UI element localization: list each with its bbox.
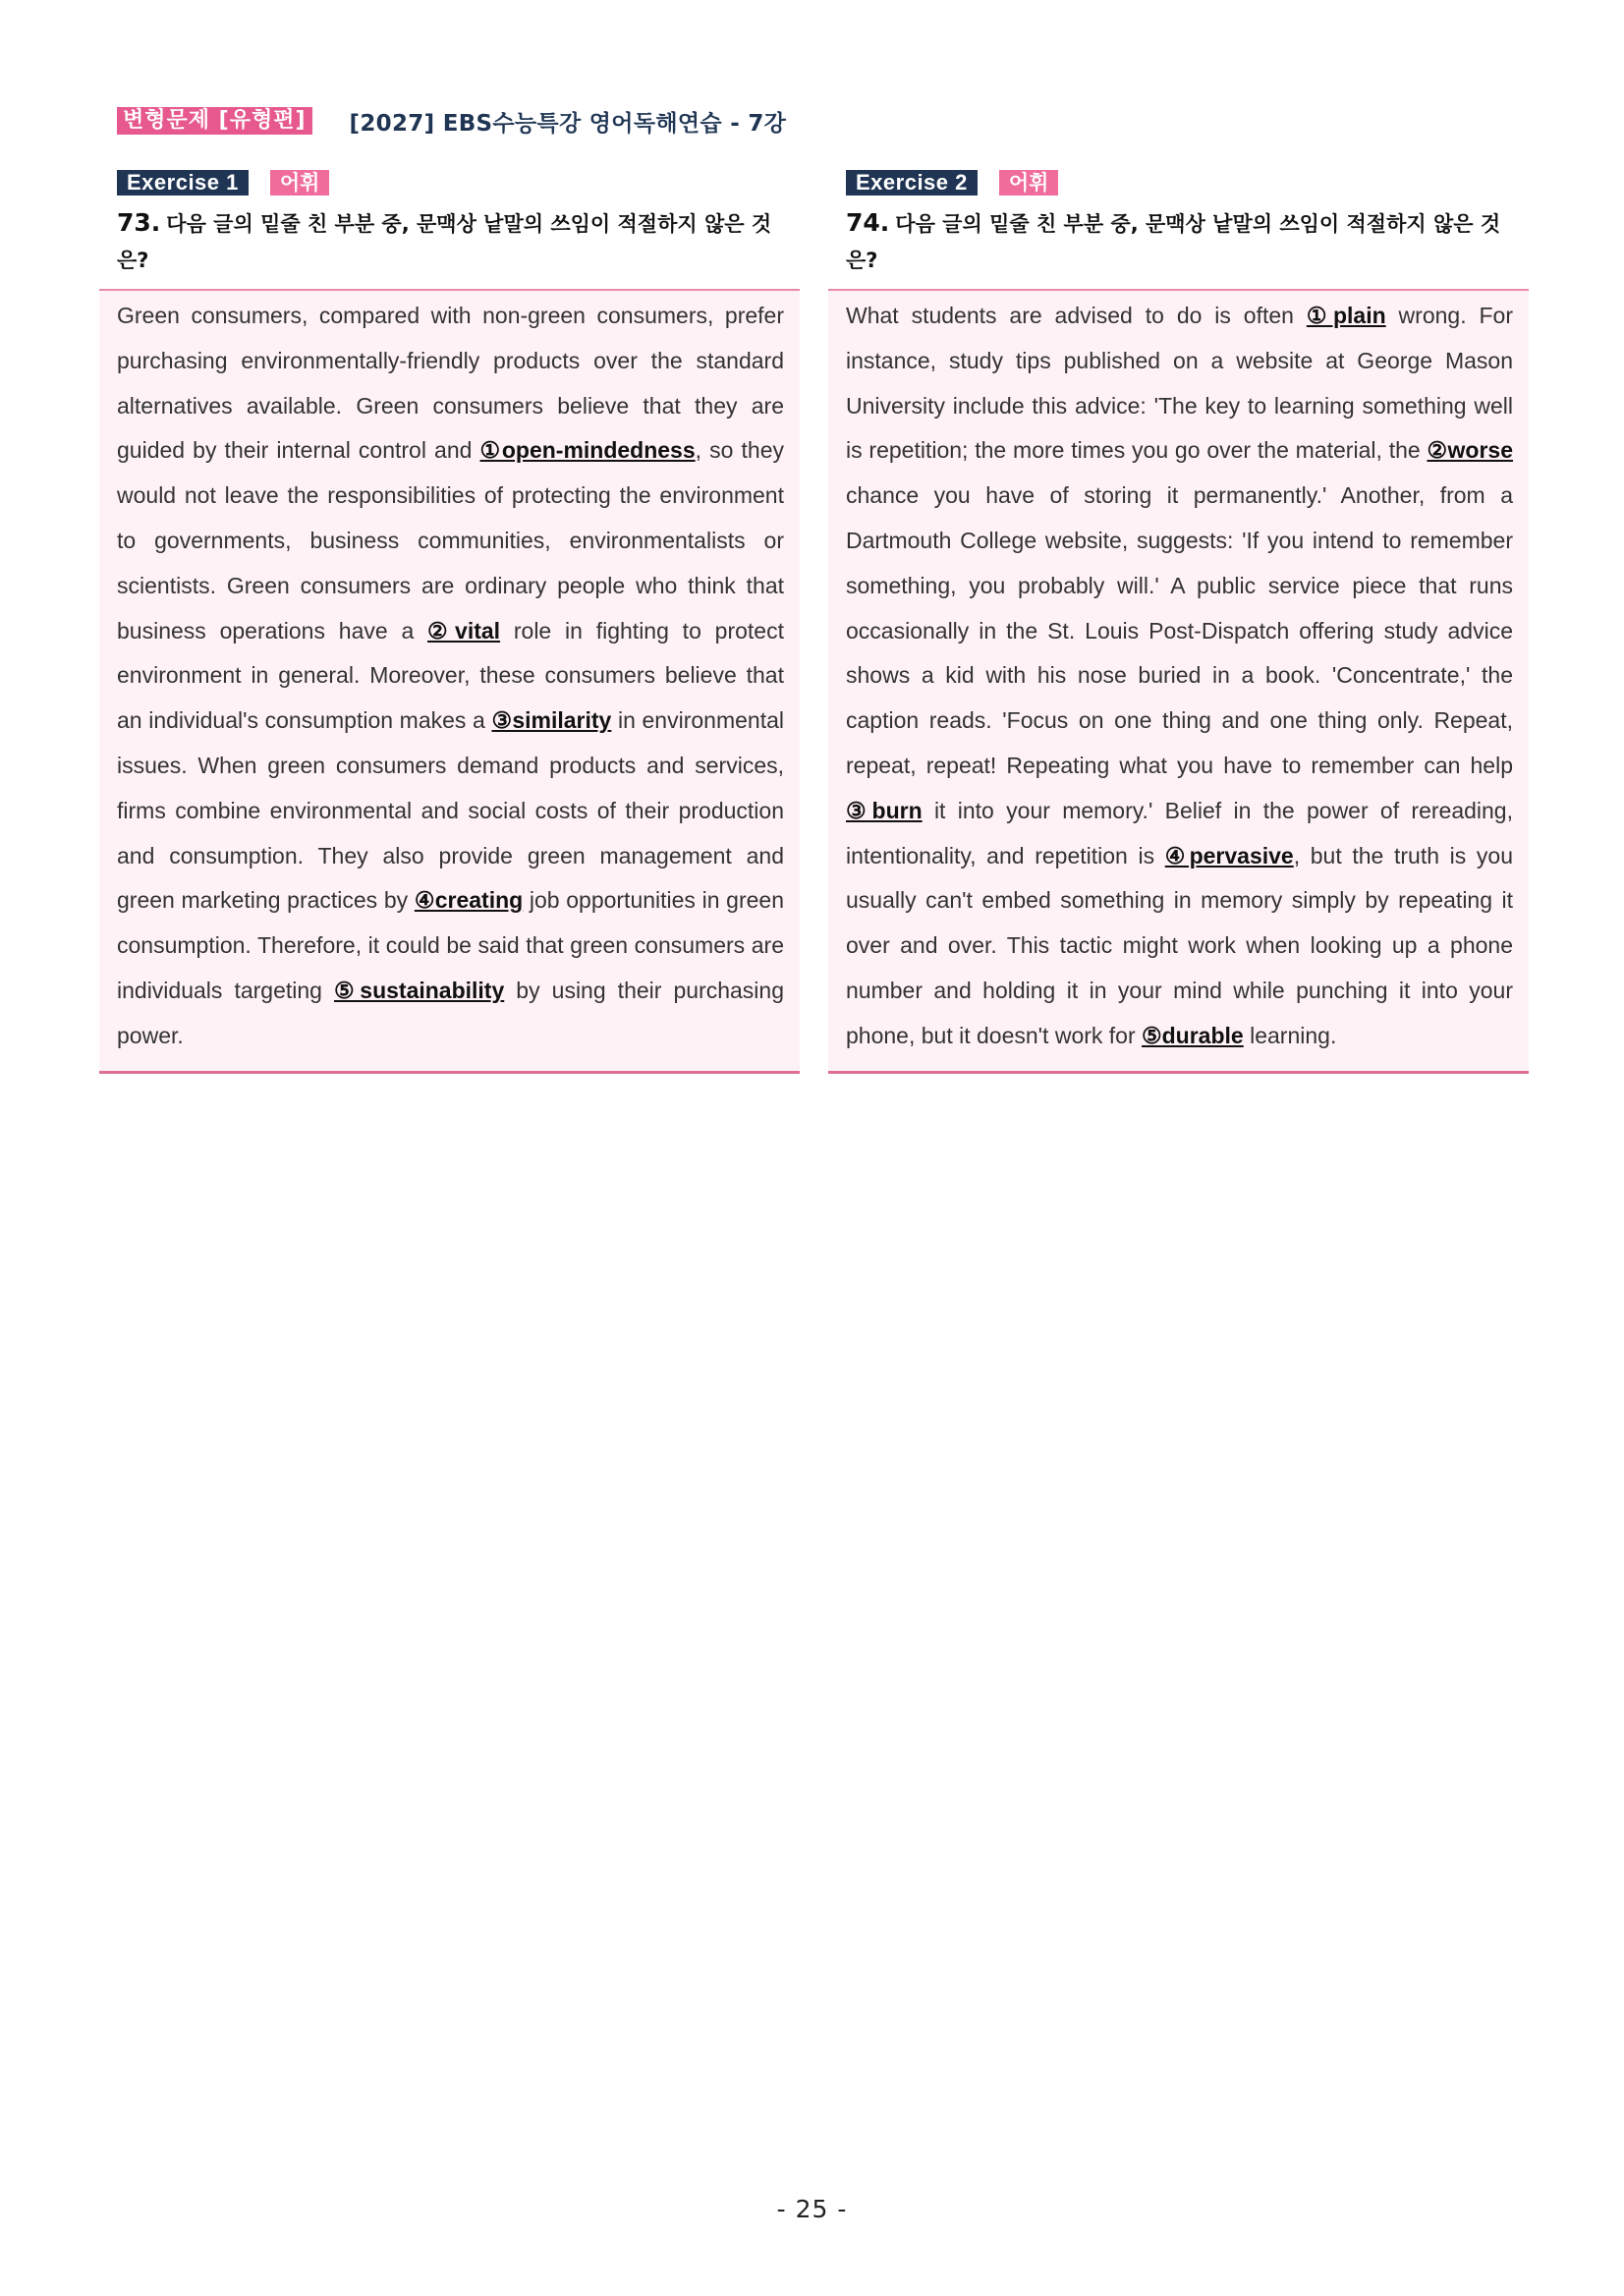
header-title: [2027] EBS수능특강 영어독해연습 - 7강 (349, 110, 787, 137)
underlined-choice: ①open-mindedness (479, 437, 696, 464)
page-number: - 25 - (776, 2195, 848, 2223)
passage-segment: role in fighting to protect environment in general. Moreover, these consumers believe that an individual's consumption makes a (117, 617, 784, 734)
exercise-2-column (828, 169, 1529, 1074)
question-prompt (846, 204, 1514, 279)
category-label: 어휘 (270, 170, 330, 196)
passage-segment: job opportunities in green consumption. Therefore, it could be said that green consumers are individuals targeting (117, 887, 785, 1003)
question-number: 73. (117, 208, 161, 237)
passage-segment: by using their purchasing power. (117, 977, 784, 1048)
passage-segment: learning. (1243, 1022, 1337, 1048)
passage-text (846, 294, 1513, 1059)
question-text: 다음 글의 밑줄 친 부분 중, 문맥상 낱말의 쓰임이 적절하지 않은 것은? (117, 212, 772, 272)
underlined-choice: ①plain (1306, 303, 1386, 328)
passage-segment: , but the truth is you usually can't embed something in memory simply by repeating it over and over. This tactic might work when looking up a phone number and holding it in your mind while punching it into your phone, but it doesn't work for (846, 842, 1513, 1048)
underlined-choice: ⑤durable (1142, 1022, 1244, 1048)
underlined-choice: ④pervasive (1164, 842, 1294, 868)
passage-segment: Green consumers, compared with non-green consumers, prefer purchasing environmentally-friendly products over the standard alternatives available. Green consumers believe that they are guided by their internal control and (117, 303, 784, 464)
passage-segment: in environmental issues. When green consumers demand products and services, firms combine environmental and social costs of their production and consumption. They also provide green management and green marketing practices by (117, 707, 784, 914)
page-header (117, 106, 786, 136)
exercise-label: Exercise 1 (117, 170, 249, 196)
question-text: 다음 글의 밑줄 친 부분 중, 문맥상 낱말의 쓰임이 적절하지 않은 것은? (846, 212, 1501, 272)
question-prompt (117, 204, 785, 279)
underlined-choice: ⑤sustainability (334, 977, 505, 1003)
exercise-label: Exercise 2 (846, 170, 978, 196)
passage-segment: it into your memory.' Belief in the power of rereading, intentionality, and repetition is (846, 797, 1513, 868)
exercise-1-column (99, 169, 800, 1074)
passage-segment: , so they would not leave the responsibilities of protecting the environment to governments, business communities, environmentalists or scientists. Green consumers are ordinary people who think that business operations have a (117, 437, 785, 644)
question-number: 74. (846, 208, 890, 237)
underlined-choice: ④creating (414, 887, 524, 914)
underlined-choice: ③similarity (491, 707, 612, 734)
passage-segment: chance you have of storing it permanently.' Another, from a Dartmouth College website, suggests: 'If you intend to remember something, you probably will.' A public service piece that runs occasionally in the St. Louis Post-Dispatch offering study advice shows a kid with his nose buried in a book. 'Concentrate,' the caption reads. 'Focus on one thing and one thing only. Repeat, repeat, repeat! Repeating what you have to remember can help (846, 482, 1513, 778)
passage-box (99, 289, 800, 1074)
header-badge: 변형문제 [유형편] (117, 107, 312, 135)
passage-text (117, 294, 784, 1059)
underlined-choice: ③burn (846, 797, 923, 823)
category-label: 어휘 (999, 170, 1059, 196)
exercise-2-tags (846, 169, 1529, 196)
exercise-1-tags (117, 169, 800, 196)
passage-segment: What students are advised to do is often (846, 303, 1307, 328)
passage-box (828, 289, 1529, 1074)
underlined-choice: ②vital (427, 617, 501, 644)
passage-segment: wrong. For instance, study tips published on a website at George Mason University include this advice: 'The key to learning something well is repetition; the more times you go over the material, the (846, 303, 1513, 464)
underlined-choice: ②worse (1427, 437, 1514, 464)
